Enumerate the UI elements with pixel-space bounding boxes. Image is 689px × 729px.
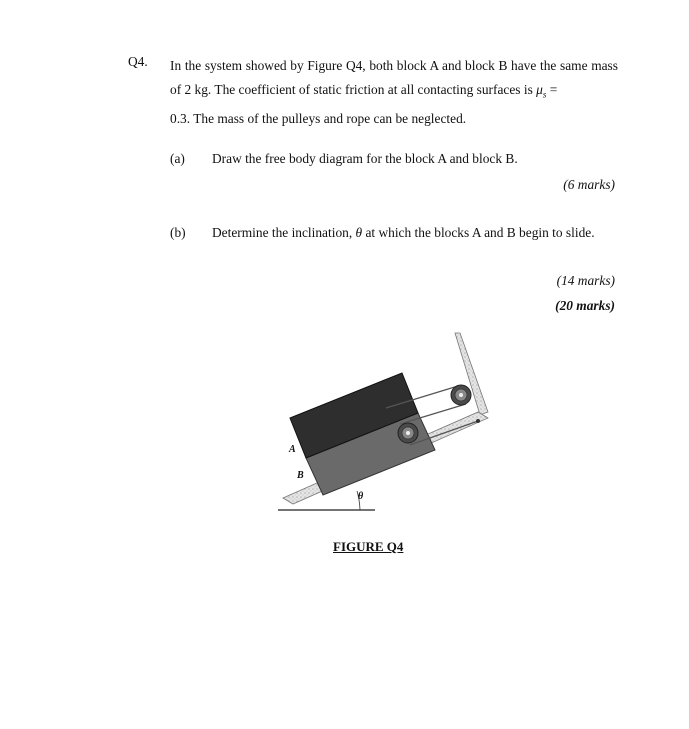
figure-label-theta: θ (358, 491, 364, 502)
question-line-1: In the system showed by Figure Q4, both block A and block B have the same (170, 58, 588, 73)
question-number: Q4. (128, 54, 148, 69)
theta-symbol: θ (355, 225, 363, 240)
pulley-lower (398, 423, 418, 443)
part-b-text: Determine the inclination, θ at which the blocks A and B begin to slide. (212, 225, 595, 240)
question-line-2: mass of 2 kg. The coefficient of static friction at all contacting surfaces is $\mu_s$ = (170, 58, 618, 100)
part-a-label: (a) (170, 151, 185, 166)
mu-symbol: μ (536, 82, 543, 97)
part-b-label: (b) (170, 225, 186, 240)
figure-caption: FIGURE Q4 (333, 539, 404, 554)
part-a-text: Draw the free body diagram for the block A and block B. (212, 151, 518, 166)
question-text (170, 54, 618, 131)
figure-label-a: A (289, 444, 296, 455)
mu-subscript: s (542, 89, 547, 100)
pulley-upper (451, 385, 471, 405)
question-line-3: 0.3. The mass of the pulleys and rope can be neglected. (170, 110, 467, 126)
figure-label-b: B (297, 470, 304, 481)
part-a-marks: (6 marks) (563, 177, 615, 192)
part-b-marks: (14 marks) (556, 273, 615, 288)
total-marks: (20 marks) (555, 298, 615, 313)
rope-anchor (476, 419, 480, 423)
figure-q4-diagram (270, 325, 500, 525)
